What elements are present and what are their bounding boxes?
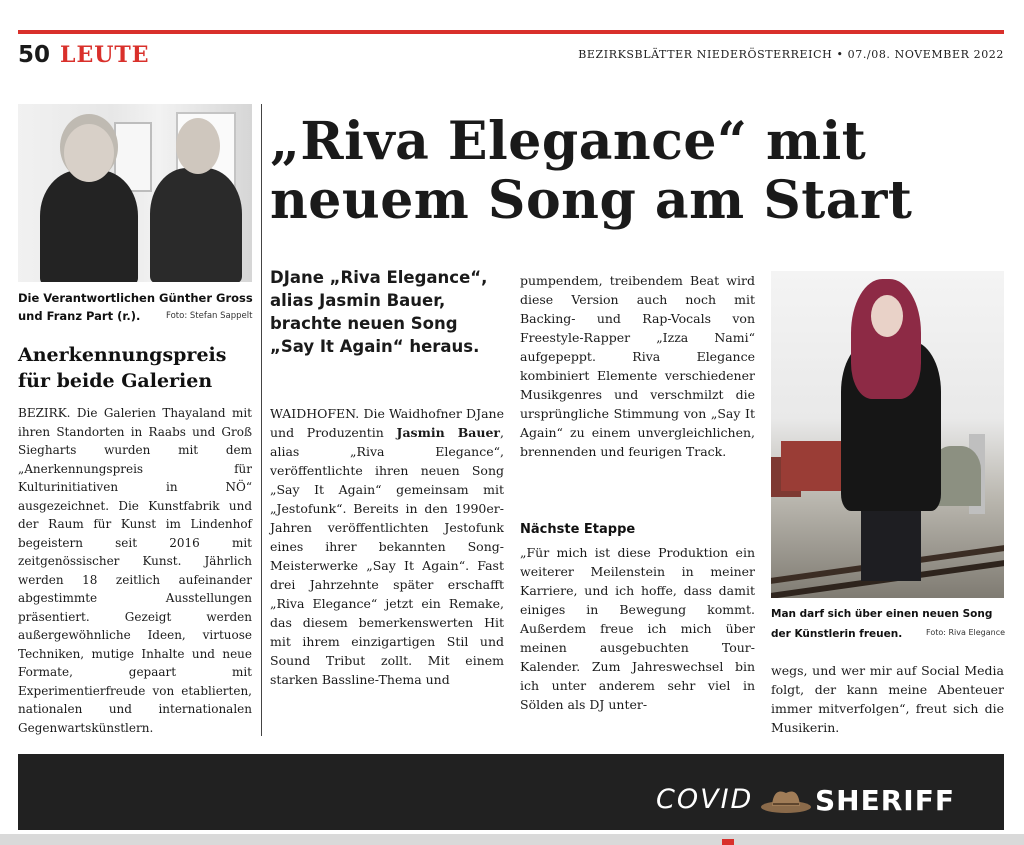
page-number: 50 — [18, 42, 51, 68]
article-column-1 — [270, 404, 504, 689]
sidebar-headline: Anerkennungspreis für beide Galerien — [18, 344, 227, 392]
artist-photo — [771, 271, 1004, 598]
right-photo-caption: Man darf sich über einen neuen Song der Künstlerin freuen. — [771, 608, 993, 640]
column-divider — [261, 104, 262, 736]
header-rule — [18, 30, 1004, 34]
gallery-founders-photo — [18, 104, 252, 282]
page-bottom-strip — [0, 834, 1024, 845]
train-wagon — [781, 441, 841, 491]
article-column-2-continued: „Für mich ist diese Produktion ein weiterer Meilenstein in meiner Karriere, und ich hoffe, dass damit einiges in Bewegung kommt. Außerdem freue ich mich über meinen ausgebuchten Tour-Kalender. Zum Jahreswechsel bin ich unter anderem sehr viel in Sölden als DJ unter- — [520, 545, 755, 712]
masthead: BEZIRKSBLÄTTER NIEDERÖSTERREICH • 07./08. NOVEMBER 2022 — [578, 48, 1004, 61]
article-text: , alias „Riva Elegance“, veröffentlichte ihren neuen Song „Say It Again“ gemeinsam mit „Jestofunk“. Bereits in den 1990er-Jahren veröffentlichten Jestofunk eines ihrer bekannten Song-Meisterwerke „Say It Again“. Fast drei Jahrzehnte später erschafft „Riva Elegance“ jetzt ein Remake, das diesem bemerkenswerten Hit mit ihrem einzigartigen Stil und Sound Tribut zollt. Mit einem starken Bassline-Thema und — [270, 425, 504, 687]
cowboy-hat-icon — [760, 785, 812, 815]
right-photo-credit: Foto: Riva Elegance — [926, 628, 1006, 637]
article-lead: DJane „Riva Elegance“, alias Jasmin Bauer, brachte neuen Song „Say It Again“ heraus. — [270, 268, 488, 356]
banner-sheriff-text: SHERIFF — [815, 784, 955, 817]
section-title: LEUTE — [60, 42, 150, 68]
artist-face — [871, 295, 903, 337]
artist-legs — [861, 501, 921, 581]
person-right-head — [176, 118, 220, 174]
article-column-2: pumpendem, treibendem Beat wird diese Version auch noch mit Backing- und Rap-Vocals von Freestyle-Rapper „Izza Nami“ aufgepeppt. Riva Elegance kombiniert Elemente verschiedener Musikgenres und verschmilzt die ursprüngliche Stimmung von „Say It Again“ zu einem unvergleichlichen, brennenden und feurigen Track. — [520, 273, 755, 459]
page-bottom-marker — [722, 839, 734, 845]
sidebar-body: BEZIRK. Die Galerien Thayaland mit ihren Standorten in Raabs und Groß Siegharts wurden mit dem „Anerkennungspreis für Kulturinitiativen in NÖ“ ausgezeichnet. Die Kunstfabrik und der Raum für Kunst im Lindenhof begeistern seit 2016 mit zeitgenössischer Kunst. Jährlich werden 18 zeitlich aufeinander abgestimmte Ausstellungen präsentiert. Gezeigt werden außergewöhnliche Ideen, virtuose Techniken, mutige Inhalte und neue Formate, gepaart mit Experimentierfreude von etablierten, nationalen und internationalen Gegenwartskünstlern. — [18, 406, 252, 735]
left-photo-credit: Foto: Stefan Sappelt — [166, 311, 253, 321]
person-left-head — [64, 124, 114, 182]
artist-name: Jasmin Bauer — [396, 425, 501, 440]
article-text: WAIDHOFEN. Die Waidhofner DJane und Produzentin — [270, 406, 504, 440]
person-right-body — [150, 168, 242, 282]
article-headline: „Riva Elegance“ mit neuem Song am Start — [270, 111, 913, 231]
article-column-3: wegs, und wer mir auf Social Media folgt, der kann meine Abenteuer immer mitverfolgen“, freut sich die Musikerin. — [771, 663, 1004, 735]
left-photo-caption: Die Verantwortlichen Günther Gross und Franz Part (r.). — [18, 291, 253, 323]
article-subhead: Nächste Etappe — [520, 522, 636, 537]
banner-covid-text: COVID — [656, 784, 754, 815]
person-left-body — [40, 170, 138, 282]
